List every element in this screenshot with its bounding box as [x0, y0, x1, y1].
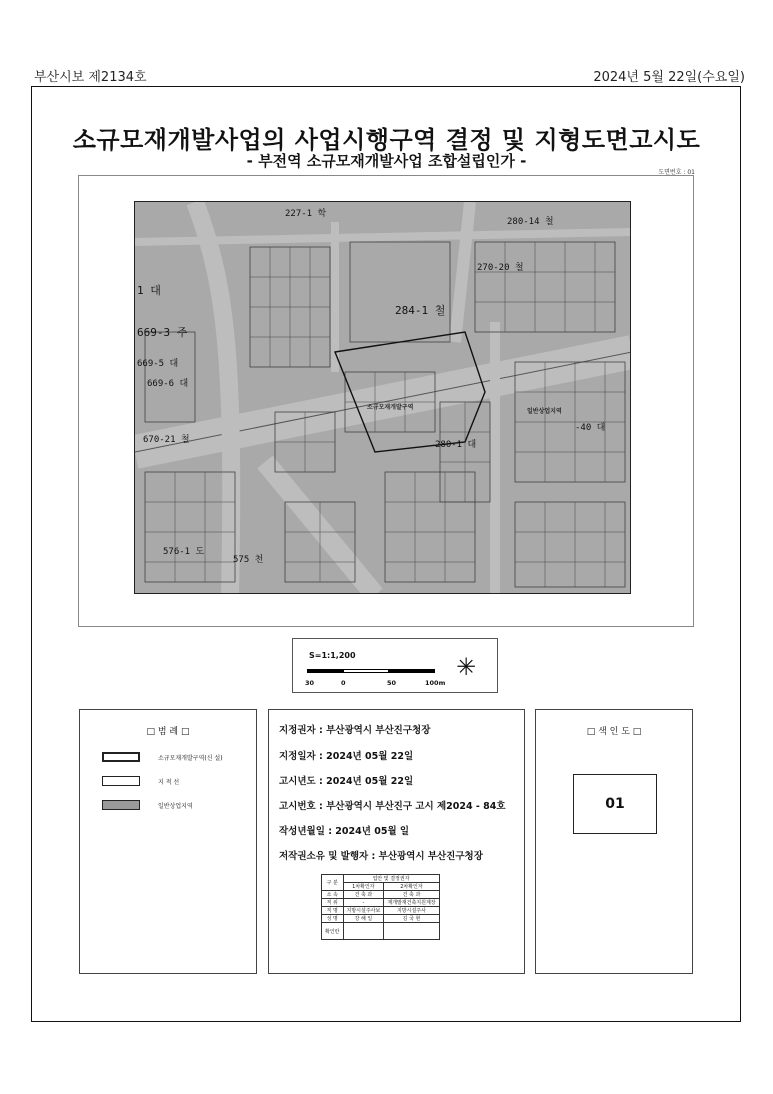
map-label-575: 575 천 — [233, 555, 264, 565]
sig-cell — [343, 923, 384, 940]
scale-tick-100: 100m — [425, 679, 446, 687]
sig-cell: 김 국 현 — [384, 915, 439, 923]
index-sheet-box: 01 — [573, 774, 657, 834]
publication-number: 부산시보 제2134호 — [34, 70, 147, 85]
map-label-zone: 일반상업지역 — [527, 408, 562, 415]
info-creation-date: 작성년월일 : 2024년 05월 일 — [279, 826, 410, 837]
legend-title: □ 범 례 □ — [146, 727, 190, 737]
map-label-284-1: 284-1 철 — [395, 304, 446, 317]
scale-tick-0: 0 — [341, 679, 346, 687]
index-panel — [535, 709, 693, 974]
scale-tick-50: 50 — [387, 679, 397, 687]
sig-cell: 지방시설주사보 — [343, 907, 384, 915]
page-title: 소규모재개발사업의 사업시행구역 결정 및 지형도면고시도 — [72, 126, 701, 154]
sig-cell — [384, 923, 439, 940]
map-label-270-20: 270-20 철 — [477, 263, 524, 273]
legend-label-commercial-zone: 일반상업지역 — [158, 803, 193, 810]
legend-label-project-area: 소규모재개발구역(신 설) — [158, 755, 223, 762]
sig-cell: - — [343, 899, 384, 907]
info-designator: 지정권자 : 부산광역시 부산진구청장 — [279, 725, 431, 736]
sig-row-label: 직 위 — [322, 899, 344, 907]
publication-date: 2024년 5월 22일(수요일) — [593, 70, 745, 85]
sig-cell: 지방시설주사 — [384, 907, 439, 915]
signature-table — [321, 874, 440, 940]
map-label-280-14: 280-14 철 — [507, 217, 554, 227]
legend-swatch-project-area — [102, 752, 140, 762]
scale-tick-30: 30 — [305, 679, 315, 687]
legend-swatch-commercial-zone — [102, 800, 140, 810]
sig-row-label: 성 명 — [322, 915, 344, 923]
scale-bar — [307, 669, 435, 673]
scale-text: S=1:1,200 — [309, 651, 356, 660]
sig-row-label: 확인란 — [322, 923, 344, 940]
north-arrow-icon: ✳ — [456, 653, 477, 681]
map-label-227: 227-1 학 — [285, 209, 327, 219]
sig-row-label: 소 속 — [322, 891, 344, 899]
sig-col-1: 1차확인자 — [343, 883, 384, 891]
info-copyright: 저작권소유 및 발행자 : 부산광역시 부산진구청장 — [279, 851, 483, 862]
page-subtitle: - 부전역 소규모재개발사업 조합설립인가 - — [246, 152, 527, 170]
sig-header: 업안 및 결정권자 — [343, 875, 439, 883]
scale-box — [292, 638, 498, 693]
map-label-670-21: 670-21 철 — [143, 435, 190, 445]
sig-cell: 건 축 과 — [343, 891, 384, 899]
map-label-576-1: 576-1 도 — [163, 547, 205, 557]
map-label-40: -40 대 — [575, 423, 606, 433]
sig-col-label: 구 분 — [322, 875, 344, 891]
map-label-669-6: 669-6 대 — [147, 379, 189, 389]
sig-row-label: 직 명 — [322, 907, 344, 915]
cadastral-map — [134, 201, 631, 594]
sig-cell: 강 해 일 — [343, 915, 384, 923]
map-label-669-5: 669-5 대 — [137, 359, 179, 369]
sig-col-2: 2차확인자 — [384, 883, 439, 891]
map-label-669-3: 669-3 주 — [137, 326, 188, 339]
cadastral-map-lines — [135, 202, 631, 594]
map-number: 도면번호 : 01 — [658, 169, 695, 176]
info-panel — [268, 709, 525, 974]
map-label-project-area: 소규모재개발구역 — [367, 404, 414, 411]
legend-panel — [79, 709, 257, 974]
legend-swatch-cadastral-line — [102, 776, 140, 786]
sig-cell: 재개발재건축지원계장 — [384, 899, 439, 907]
info-notice-year: 고시년도 : 2024년 05월 22일 — [279, 776, 414, 787]
legend-label-cadastral-line: 지 적 선 — [158, 779, 180, 786]
sig-cell: 건 축 과 — [384, 891, 439, 899]
index-title: □ 색 인 도 □ — [586, 727, 642, 737]
map-label-dae: 1 대 — [137, 284, 161, 297]
info-designation-date: 지정일자 : 2024년 05월 22일 — [279, 751, 414, 762]
map-label-280-1: 280-1 대 — [435, 440, 477, 450]
info-notice-number: 고시번호 : 부산광역시 부산진구 고시 제2024 - 84호 — [279, 801, 506, 812]
